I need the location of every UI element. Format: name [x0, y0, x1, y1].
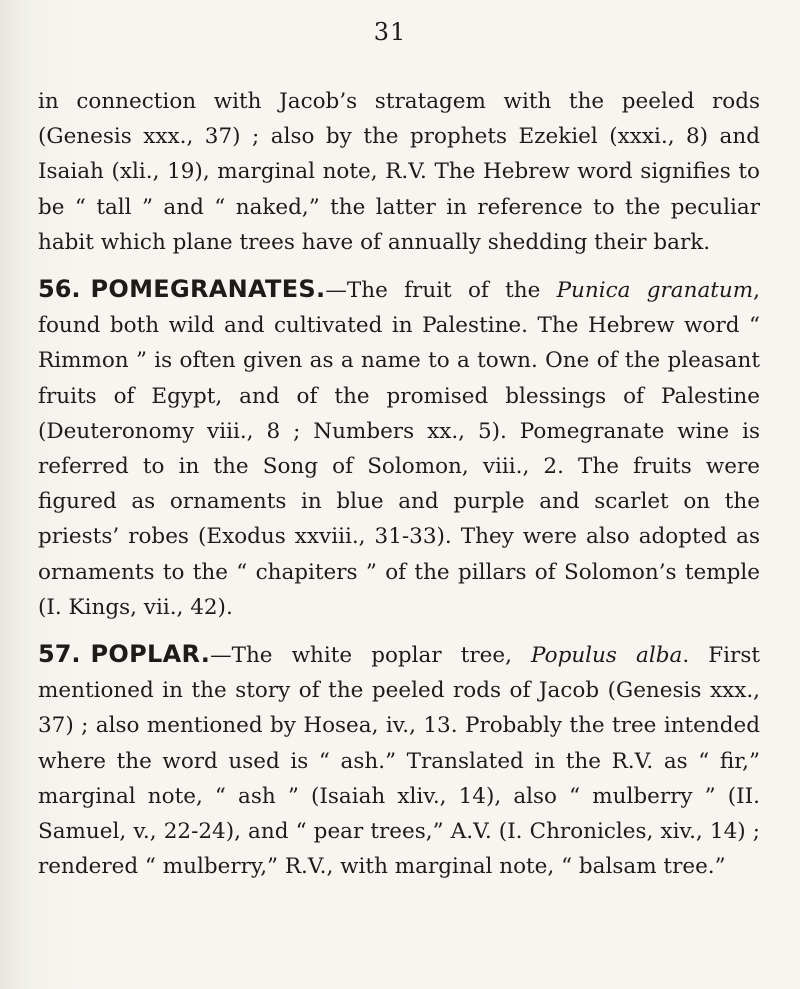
entry-number: 57.: [38, 640, 81, 669]
entry-heading: POPLAR.: [90, 640, 211, 669]
entry-text: . First mentioned in the story of the peeled rods of Jacob (Genesis xxx., 37) ; also mentioned by Hosea, iv., 13. Probably the tree intended where the word used is “ ash.” Translated in the R.V. as “ fir,” marginal note, “ ash ” (Isaiah xliv., 14), also “ mulberry ” (II. Samuel, v., 22-24), and “ pear trees,” A.V. (I. Chronicles, xiv., 14) ; rendered “ mulberry,” R.V., with marginal note, “ balsam tree.”: [38, 643, 760, 880]
paragraph-text: in connection with Jacob’s stratagem with the peeled rods (Genesis xxx., 37) ; also by the prophets Ezekiel (xxxi., 8) and Isaiah (xli., 19), marginal note, R.V. The Hebrew word signifies to be “ tall ” and “ naked,” the latter in reference to the peculiar habit which plane trees have of annually shedding their bark.: [38, 89, 760, 255]
entry-text: , found both wild and cultivated in Palestine. The Hebrew word “ Rimmon ” is often given as a name to a town. One of the pleasant fruits of Egypt, and of the promised blessings of Palestine (Deuteronomy viii., 8 ; Numbers xx., 5). Pomegranate wine is referred to in the Song of Solomon, viii., 2. The fruits were figured as ornaments in blue and purple and scarlet on the priests’ robes (Exodus xxviii., 31-33). They were also adopted as ornaments to the “ chapiters ” of the pillars of Solomon’s temple (I. Kings, vii., 42).: [38, 278, 760, 620]
entry-number: 56.: [38, 275, 81, 304]
entry-poplar: [38, 637, 760, 884]
entry-text: —The fruit of the: [325, 278, 557, 304]
page-body: [38, 84, 760, 884]
paragraph-plane-continued: [38, 84, 760, 260]
entry-heading: POMEGRANATES.: [90, 275, 326, 304]
entry-text: —The white poplar tree,: [210, 643, 532, 669]
page-number: 31: [373, 18, 407, 46]
entry-pomegranates: [38, 272, 760, 625]
latin-name: Punica granatum: [556, 278, 754, 304]
latin-name: Populus alba: [531, 643, 683, 669]
